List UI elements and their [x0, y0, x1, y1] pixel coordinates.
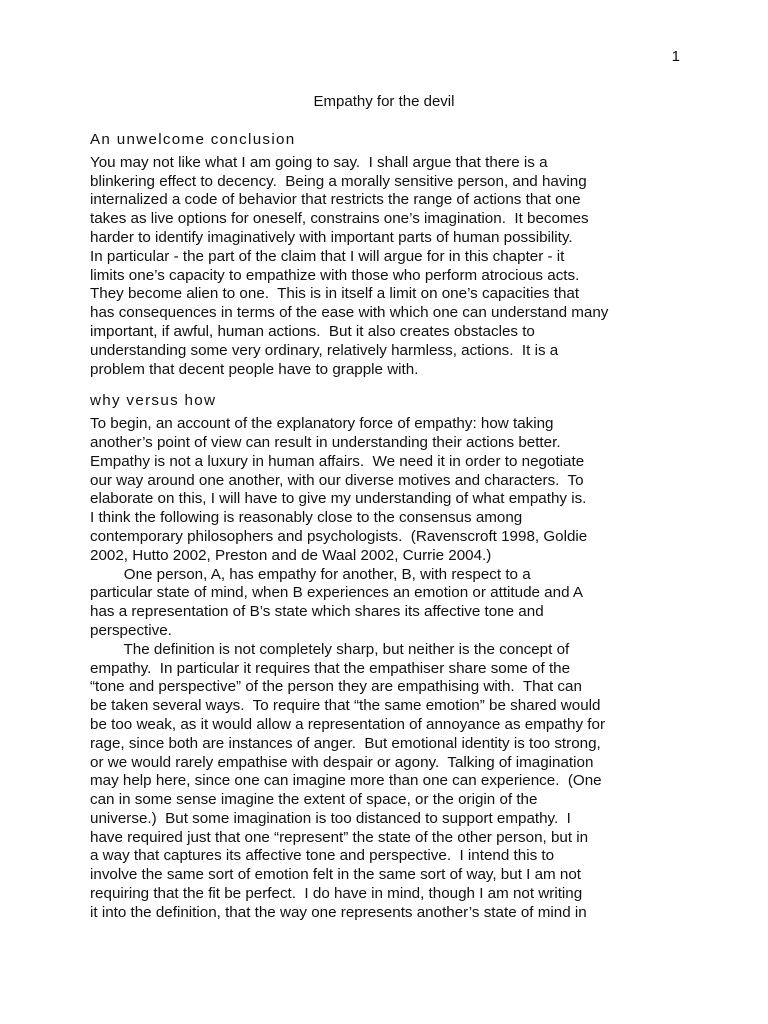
- text-line: may help here, since one can imagine more than one can experience. (One: [90, 772, 602, 790]
- text-line: another’s point of view can result in understanding their actions better.: [90, 433, 561, 451]
- text-line: The definition is not completely sharp, but neither is the concept of: [90, 640, 570, 658]
- text-line: internalized a code of behavior that restricts the range of actions that one: [90, 191, 581, 209]
- title-text: Empathy for the devil: [313, 93, 455, 110]
- text-line: Empathy is not a luxury in human affairs. We need it in order to negotiate: [90, 452, 585, 470]
- text-line: blinkering effect to decency. Being a morally sensitive person, and having: [90, 172, 587, 190]
- text-line: “tone and perspective” of the person they are empathising with. That can: [90, 678, 582, 696]
- text-line: limits one’s capacity to empathize with those who perform atrocious acts.: [90, 266, 580, 284]
- text-line: elaborate on this, I will have to give my understanding of what empathy is.: [90, 490, 587, 508]
- text-line: be too weak, as it would allow a representation of annoyance as empathy for: [90, 715, 605, 733]
- text-line: rage, since both are instances of anger. But emotional identity is too strong,: [90, 734, 601, 752]
- section: [90, 392, 690, 922]
- text-line: be taken several ways. To require that “the same emotion” be shared would: [90, 697, 601, 715]
- section: [90, 131, 690, 379]
- text-line: our way around one another, with our diverse motives and characters. To: [90, 471, 584, 489]
- section-heading: An unwelcome conclusion: [90, 131, 296, 148]
- text-line: it into the definition, that the way one represents another’s state of mind in: [90, 903, 587, 921]
- document-title: [0, 92, 768, 111]
- text-line: have required just that one “represent” the state of the other person, but in: [90, 828, 589, 846]
- page-number: 1: [671, 48, 680, 65]
- text-line: has consequences in terms of the ease with which one can understand many: [90, 304, 609, 322]
- text-line: contemporary philosophers and psychologists. (Ravenscroft 1998, Goldie: [90, 527, 588, 545]
- text-line: harder to identify imaginatively with important parts of human possibility.: [90, 228, 573, 246]
- document-body: [90, 131, 690, 923]
- text-line: problem that decent people have to grapple with.: [90, 360, 419, 378]
- text-line: particular state of mind, when B experiences an emotion or attitude and A: [90, 584, 584, 602]
- text-line: involve the same sort of emotion felt in the same sort of way, but I am not: [90, 866, 582, 884]
- text-line: To begin, an account of the explanatory force of empathy: how taking: [90, 415, 554, 433]
- text-line: has a representation of B’s state which shares its affective tone and: [90, 603, 544, 621]
- text-line: important, if awful, human actions. But it also creates obstacles to: [90, 322, 535, 340]
- text-line: a way that captures its affective tone and perspective. I intend this to: [90, 847, 555, 865]
- text-line: universe.) But some imagination is too distanced to support empathy. I: [90, 809, 571, 827]
- text-line: One person, A, has empathy for another, B, with respect to a: [90, 565, 531, 583]
- text-line: requiring that the fit be perfect. I do have in mind, though I am not writing: [90, 885, 583, 903]
- text-line: takes as live options for oneself, constrains one’s imagination. It becomes: [90, 210, 589, 228]
- text-line: 2002, Hutto 2002, Preston and de Waal 2002, Currie 2004.): [90, 546, 492, 564]
- text-line: You may not like what I am going to say. I shall argue that there is a: [90, 153, 548, 171]
- text-line: perspective.: [90, 621, 172, 639]
- text-line: In particular - the part of the claim that I will argue for in this chapter - it: [90, 247, 565, 265]
- text-line: I think the following is reasonably close to the consensus among: [90, 509, 523, 527]
- section-heading: why versus how: [90, 392, 217, 410]
- text-line: or we would rarely empathise with despair or agony. Talking of imagination: [90, 753, 594, 771]
- text-line: empathy. In particular it requires that the empathiser share some of the: [90, 659, 571, 677]
- text-line: understanding some very ordinary, relatively harmless, actions. It is a: [90, 341, 559, 359]
- text-line: They become alien to one. This is in itself a limit on one’s capacities that: [90, 285, 580, 303]
- text-line: can in some sense imagine the extent of space, or the origin of the: [90, 791, 538, 809]
